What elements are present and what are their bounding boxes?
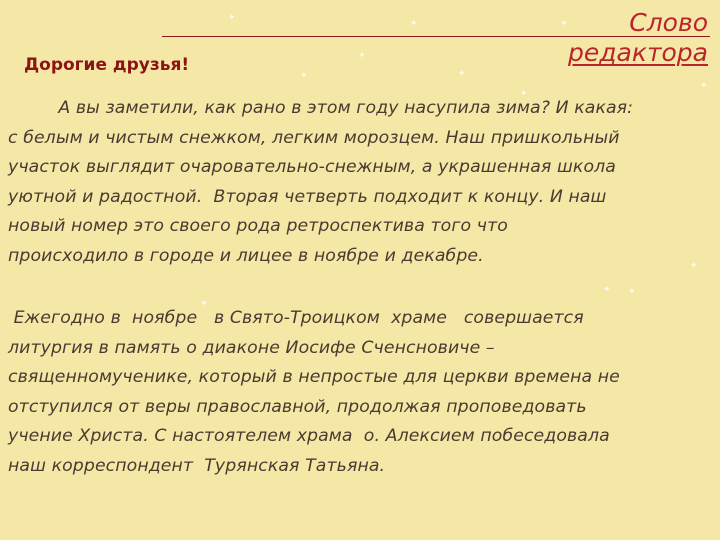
snowflake-decoration: ✦	[690, 261, 698, 271]
snowflake-decoration: ✦	[410, 19, 418, 29]
snowflake-decoration: ✦	[200, 299, 208, 309]
paragraph-liturgy	[8, 304, 712, 481]
snowflake-decoration: ✦	[300, 71, 308, 81]
text-line: литургия в память о диаконе Иосифе Сченсновиче –	[8, 337, 495, 358]
text-line: наш корреспондент Турянская Татьяна.	[8, 455, 386, 476]
snowflake-decoration: ✦	[458, 69, 466, 79]
snowflake-decoration: ✦	[520, 89, 528, 99]
text-line: участок выглядит очаровательно-снежным, а украшенная школа	[8, 157, 616, 177]
text-line: А вы заметили, как рано в этом году насупила зима? И какая:	[8, 98, 634, 118]
snowflake-decoration: ✦	[700, 81, 708, 91]
snowflake-decoration: ✦	[560, 19, 568, 29]
text-line: с белым и чистым снежком, легким морозцем. Наш пришкольный	[8, 127, 620, 148]
text-line: учение Христа. С настоятелем храма о. Алексием побеседовала	[8, 426, 610, 446]
snowflake-decoration: ✦	[603, 285, 611, 295]
text-line: священномученике, который в непростые для церкви времена не	[8, 367, 620, 387]
text-line: уютной и радостной. Вторая четверть подходит к концу. И наш	[8, 186, 607, 207]
snowflake-decoration: ✦	[228, 13, 236, 23]
snowflake-decoration: ✦	[628, 287, 636, 297]
text-line: новый номер это своего рода ретроспектива того что	[8, 216, 508, 236]
paragraph-intro	[8, 94, 712, 271]
text-line: Ежегодно в ноябре в Свято-Троицком храме совершается	[8, 308, 584, 328]
snowflake-decoration: ✦	[358, 51, 366, 61]
text-line: отступился от веры православной, продолжая проповедовать	[8, 396, 587, 417]
greeting-heading: Дорогие друзья!	[24, 55, 190, 75]
slide-title-line-1: Слово	[629, 8, 708, 37]
slide-title-line-2: редактора	[567, 38, 708, 67]
text-line: происходило в городе и лицее в ноябре и декабре.	[8, 245, 484, 266]
slide-title	[568, 8, 708, 68]
